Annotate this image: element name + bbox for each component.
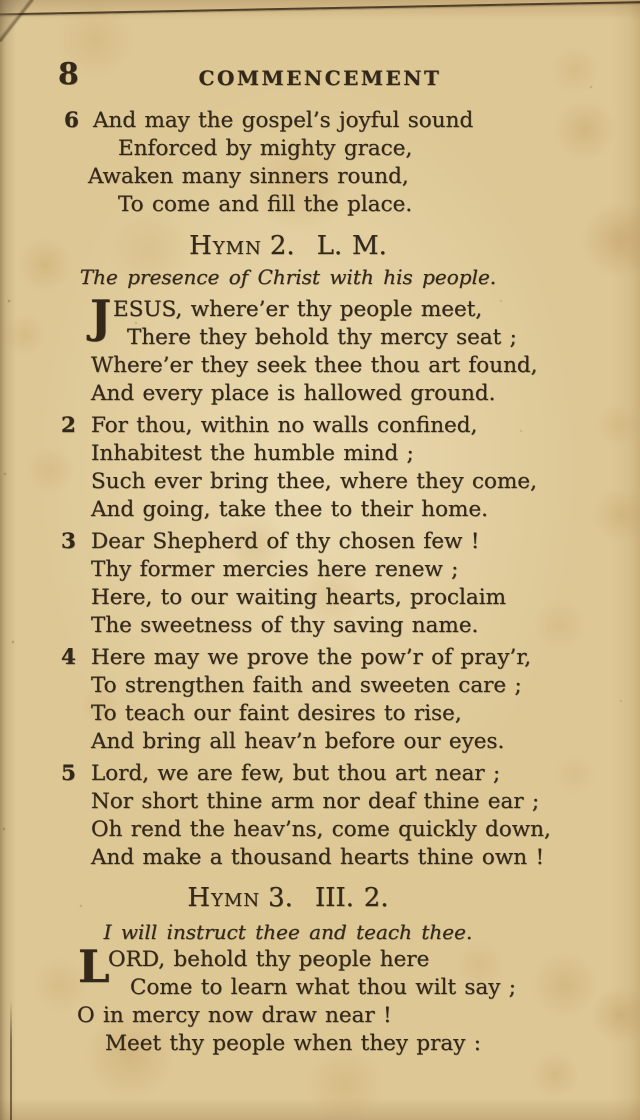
verse-line: And every place is hallowed ground. [91, 381, 496, 406]
verse-line: And may the gospel’s joyful sound [93, 108, 474, 133]
verse-line: Come to learn what thou wilt say ; [130, 975, 516, 1000]
hymn-meter: L. M. [316, 231, 387, 261]
hymn2-heading [0, 231, 576, 261]
stanza-hymn2-verse3 [0, 528, 576, 640]
verse-line: There they behold thy mercy seat ; [127, 325, 517, 350]
verse-line: Where’er they seek thee thou art found, [91, 353, 538, 378]
verse-line: ORD, behold thy people here [108, 947, 430, 972]
verse-line: Thy former mercies here renew ; [91, 557, 459, 582]
hymn-meter: III. 2. [314, 883, 389, 913]
verse-number: 5 [61, 761, 76, 786]
hymn-number: 3. [268, 883, 293, 913]
stanza-hymn2-verse1 [0, 290, 576, 408]
verse-line: To come and fill the place. [118, 192, 413, 217]
verse-line: To teach our faint desires to rise, [91, 701, 462, 726]
stanza-hymn1-verse6 [0, 107, 576, 219]
hymn2-subtitle: The presence of Christ with his people. [79, 265, 497, 289]
hymn3-heading [0, 883, 576, 913]
hymn-word: Hymn [189, 231, 262, 261]
hymn-word: Hymn [187, 883, 261, 913]
hymn-number: 2. [269, 231, 295, 261]
hymn3-subtitle: I will instruct thee and teach thee. [103, 920, 473, 944]
verse-line: And bring all heav’n before our eyes. [91, 729, 505, 754]
verse-line: The sweetness of thy saving name. [91, 613, 479, 638]
stanza-hymn2-verse4 [0, 644, 576, 756]
stanza-hymn2-verse5 [0, 760, 576, 872]
verse-number: 2 [61, 413, 76, 438]
stanza-hymn3-verse1 [0, 940, 576, 1058]
verse-number: 6 [64, 108, 79, 133]
verse-line: Meet thy people when they pray : [105, 1031, 481, 1056]
verse-line: O in mercy now draw near ! [77, 1003, 392, 1028]
verse-line: Enforced by mighty grace, [118, 136, 413, 161]
verse-line: Here, to our waiting hearts, proclaim [91, 585, 507, 610]
verse-line: Inhabitest the humble mind ; [91, 441, 414, 466]
verse-line: And going, take thee to their home. [91, 497, 488, 522]
verse-line: For thou, within no walls confined, [91, 413, 478, 438]
verse-line: Nor short thine arm nor deaf thine ear ; [91, 789, 540, 814]
verse-line: And make a thousand hearts thine own ! [91, 845, 545, 870]
verse-line: Lord, we are few, but thou art near ; [91, 761, 501, 786]
verse-number: 3 [61, 529, 76, 554]
verse-line: Such ever bring thee, where they come, [91, 469, 537, 494]
verse-line: Here may we prove the pow’r of pray’r, [91, 645, 532, 670]
drop-cap: L [78, 940, 110, 993]
verse-line: Dear Shepherd of thy chosen few ! [91, 529, 480, 554]
stanza-hymn2-verse2 [0, 412, 576, 524]
verse-line: To strengthen faith and sweeten care ; [91, 673, 522, 698]
verse-line: ESUS, where’er thy people meet, [113, 297, 483, 322]
verse-line: Oh rend the heav’ns, come quickly down, [91, 817, 551, 842]
verse-number: 4 [61, 645, 76, 670]
verse-line: Awaken many sinners round, [88, 164, 409, 189]
running-head: COMMENCEMENT [198, 66, 442, 90]
page-number: 8 [58, 57, 79, 92]
drop-cap: J [90, 290, 112, 343]
